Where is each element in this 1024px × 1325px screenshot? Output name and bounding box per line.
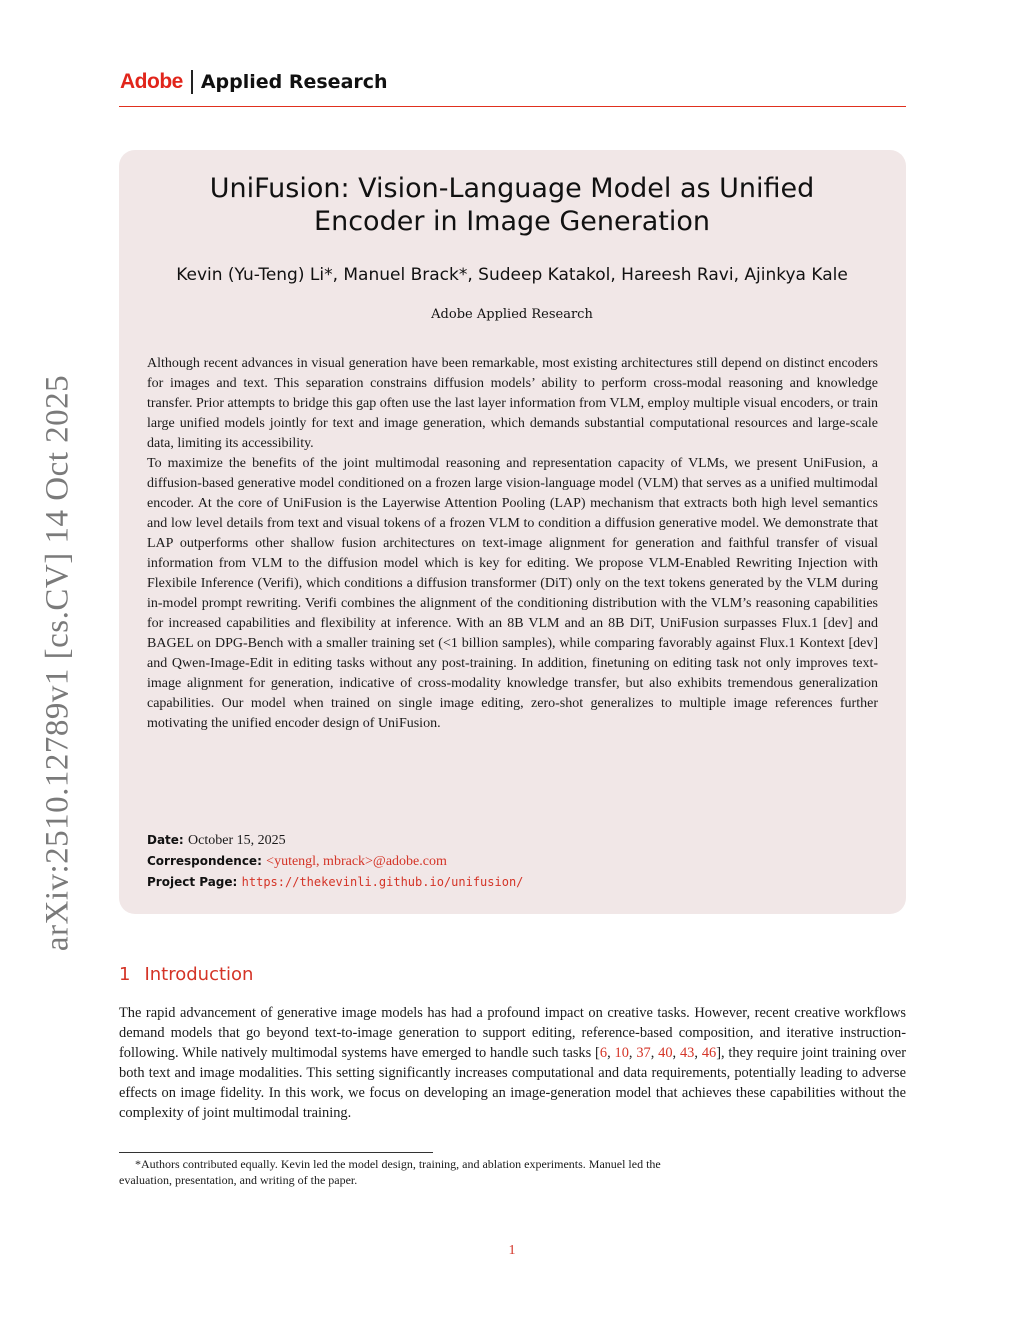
adobe-logo: Adobe <box>120 70 183 93</box>
title-line-2: Encoder in Image Generation <box>314 206 710 237</box>
intro-paragraph: The rapid advancement of generative image models has had a profound impact on creative tasks. However, recent creative workflows demand models that go beyond text-to-image generation to support editing, reference-based composition, and iterative instruction-following. While natively multimodal systems have emerged to handle such tasks [6, 10, 37, 40, 43, 46], they require joint training over both text and image modalities. This setting significantly increases computational and data requirements, potentially leading to adverse effects on image fidelity. In this work, we focus on developing an image-generation model that achieves these capabilities without the complexity of joint multimodal training. <box>119 1005 906 1121</box>
citation-link[interactable]: 37 <box>636 1045 651 1061</box>
author-list: Kevin (Yu-Teng) Li*, Manuel Brack*, Sudeep Katakol, Hareesh Ravi, Ajinkya Kale <box>176 265 848 285</box>
paper-title <box>0 172 1024 238</box>
metadata-block <box>147 830 878 892</box>
citation-link[interactable]: 40 <box>658 1045 673 1061</box>
section-title: Introduction <box>144 964 254 985</box>
citation-link[interactable]: 43 <box>679 1045 695 1061</box>
page-header <box>120 66 388 98</box>
header-rule <box>119 106 906 107</box>
intro-part-2: ], they require joint training over both text and image modalities. This setting significantly increases computational and data requirements, potentially leading to adverse effects on image fidelity. In this work, we focus on developing an image-generation model that achieves these capabilities without the complexity of joint multimodal training. <box>119 1045 906 1121</box>
correspondence-label: Correspondence: <box>147 854 262 868</box>
header-divider <box>191 70 193 94</box>
abstract <box>147 354 878 734</box>
citation-link[interactable]: 46 <box>701 1045 717 1061</box>
affiliation: Adobe Applied Research <box>431 307 593 322</box>
introduction-text <box>119 1003 906 1123</box>
arxiv-stamp: arXiv:2510.12789v1 [cs.CV] 14 Oct 2025 <box>39 374 76 952</box>
abstract-paragraph-2: To maximize the benefits of the joint multimodal reasoning and representation capacity of VLMs, we present UniFusion, a diffusion-based generative model conditioned on a frozen large vision-language model (VLM) that serves as a unified multimodal encoder. At the core of UniFusion is the Layerwise Attention Pooling (LAP) mechanism that extracts both high level semantics and low level details from text and visual tokens of a frozen VLM to condition a diffusion generative model. We demonstrate that LAP outperforms other shallow fusion architectures on text-image alignment for generation and faithful transfer of visual information from VLM to the diffusion model which is key for editing. We propose VLM-Enabled Rewriting Injection with Flexibile Inference (Verifi), which conditions a diffusion transformer (DiT) only on the text tokens generated by the VLM during in-model prompt rewriting. Verifi combines the alignment of the conditioning distribution with the VLM’s reasoning capabilities for increased capabilities and flexibility at inference. With an 8B VLM and an 8B DiT, UniFusion surpasses Flux.1 [dev] and BAGEL on DPG-Bench with a smaller training set (<1 billion samples), while comparing favorably against Flux.1 Kontext [dev] and Qwen-Image-Edit in editing tasks without any post-training. In addition, finetuning on editing task not only improves text-image alignment for generation, indicative of cross-modality knowledge transfer, but also exhibits tremendous generalization capabilities. Our model when trained on single image editing, zero-shot generalizes to multiple image references further motivating the unified encoder design of UniFusion. <box>147 456 878 731</box>
project-page-link[interactable]: https://thekevinli.github.io/unifusion/ <box>241 875 524 889</box>
citation-link[interactable]: 10 <box>614 1045 629 1061</box>
footnote: *Authors contributed equally. Kevin led the model design, training, and ablation experiments. Manuel led the evaluation, presentation, and writing of the paper. <box>119 1157 661 1187</box>
section-heading <box>119 964 253 985</box>
intro-part-1: The rapid advancement of generative image models has had a profound impact on creative tasks. However, recent creative workflows demand models that go beyond text-to-image generation to support editing, reference-based composition, and iterative instruction-following. While natively multimodal systems have emerged to handle such tasks [ <box>119 1005 906 1061</box>
abstract-paragraph-1: Although recent advances in visual generation have been remarkable, most existing architectures still depend on distinct encoders for images and text. This separation constrains diffusion models’ ability to perform cross-modal reasoning and knowledge transfer. Prior attempts to bridge this gap often use the last layer information from VLM, employ multiple visual encoders, or train large unified models jointly for text and image generation, which demands substantial computational resources and large-scale data, limiting its accessibility. <box>147 356 878 451</box>
date-value: October 15, 2025 <box>188 833 286 848</box>
title-line-1: UniFusion: Vision-Language Model as Unified <box>209 173 815 204</box>
project-row <box>147 872 878 892</box>
citation-link[interactable]: 6 <box>599 1045 608 1061</box>
date-row <box>147 830 878 851</box>
correspondence-email-link[interactable]: <yutengl, mbrack>@adobe.com <box>266 854 447 869</box>
header-brand: Applied Research <box>200 71 388 93</box>
project-label: Project Page: <box>147 875 238 889</box>
date-label: Date: <box>147 833 184 847</box>
page-number: 1 <box>508 1243 516 1258</box>
section-number: 1 <box>119 964 131 985</box>
correspondence-row <box>147 851 878 872</box>
footnote-rule <box>119 1152 433 1153</box>
